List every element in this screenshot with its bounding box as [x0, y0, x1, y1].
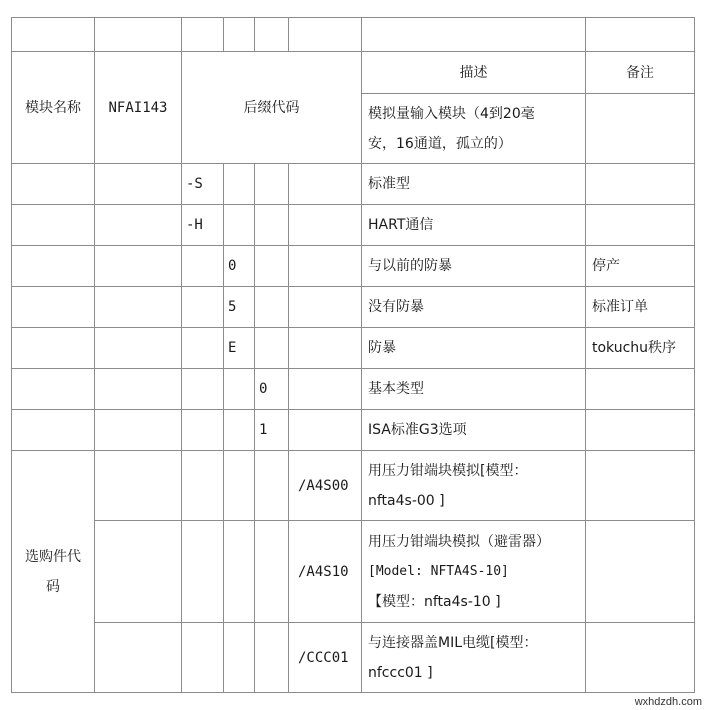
- module-description-line: 模拟量输入模块（4到20毫: [368, 105, 535, 122]
- table-row: [12, 410, 695, 451]
- suffix-code: -S: [182, 164, 224, 205]
- option-description-line: 【模型：nfta4s-10 ]: [368, 593, 501, 610]
- table-row: [12, 164, 695, 205]
- row-description: 防暴: [362, 328, 586, 369]
- module-description: [362, 94, 586, 164]
- option-description-line: 用压力钳端块模拟[模型：: [368, 462, 528, 479]
- table-row: [12, 369, 695, 410]
- row-description: 与以前的防暴: [362, 246, 586, 287]
- table-row: [12, 287, 695, 328]
- table-row: [12, 328, 695, 369]
- suffix-code-label: 后缀代码: [182, 52, 362, 164]
- option-code: /A4S00: [289, 451, 362, 521]
- option-description-line: [Model: NFTA4S-10]: [368, 563, 509, 579]
- row-remarks: 标准订单: [586, 287, 695, 328]
- table-row: [12, 246, 695, 287]
- option-code: /CCC01: [289, 623, 362, 693]
- option-description: [362, 623, 586, 693]
- option-description-line: nfccc01 ]: [368, 664, 433, 681]
- row-description: ISA标准G3选项: [362, 410, 586, 451]
- option-description: [362, 521, 586, 623]
- option-code: /A4S10: [289, 521, 362, 623]
- option-description-line: 用压力钳端块模拟（避雷器）: [368, 533, 550, 550]
- row-description: 没有防暴: [362, 287, 586, 328]
- row-remarks: [586, 205, 695, 246]
- row-remarks: 停产: [586, 246, 695, 287]
- table-row: [12, 451, 695, 521]
- row-remarks: [586, 410, 695, 451]
- remarks-header: 备注: [586, 52, 695, 94]
- suffix-code: E: [224, 328, 255, 369]
- model-code: NFAI143: [95, 52, 182, 164]
- model-suffix-code-table: [11, 17, 695, 693]
- option-code-label: [12, 451, 95, 693]
- suffix-code: 0: [224, 246, 255, 287]
- table-row: [12, 521, 695, 623]
- description-header: 描述: [362, 52, 586, 94]
- suffix-code: 1: [255, 410, 289, 451]
- table-header-row: [12, 52, 695, 94]
- row-remarks: [586, 164, 695, 205]
- option-code-label-line: 码: [46, 578, 60, 595]
- suffix-code: 0: [255, 369, 289, 410]
- table-row: [12, 18, 695, 52]
- table-row: [12, 623, 695, 693]
- option-code-label-line: 选购件代: [25, 548, 81, 565]
- option-description: [362, 451, 586, 521]
- option-description-line: 与连接器盖MIL电缆[模型：: [368, 634, 538, 651]
- suffix-code: 5: [224, 287, 255, 328]
- row-remarks: [586, 369, 695, 410]
- row-description: 标准型: [362, 164, 586, 205]
- option-description-line: nfta4s-00 ]: [368, 492, 445, 509]
- suffix-code: -H: [182, 205, 224, 246]
- row-remarks: tokuchu秩序: [586, 328, 695, 369]
- module-description-line: 安，16通道，孤立的）: [368, 135, 512, 152]
- row-description: 基本类型: [362, 369, 586, 410]
- watermark: wxhdzdh.com: [634, 696, 702, 708]
- module-name-label: 模块名称: [12, 52, 95, 164]
- table-row: [12, 205, 695, 246]
- row-description: HART通信: [362, 205, 586, 246]
